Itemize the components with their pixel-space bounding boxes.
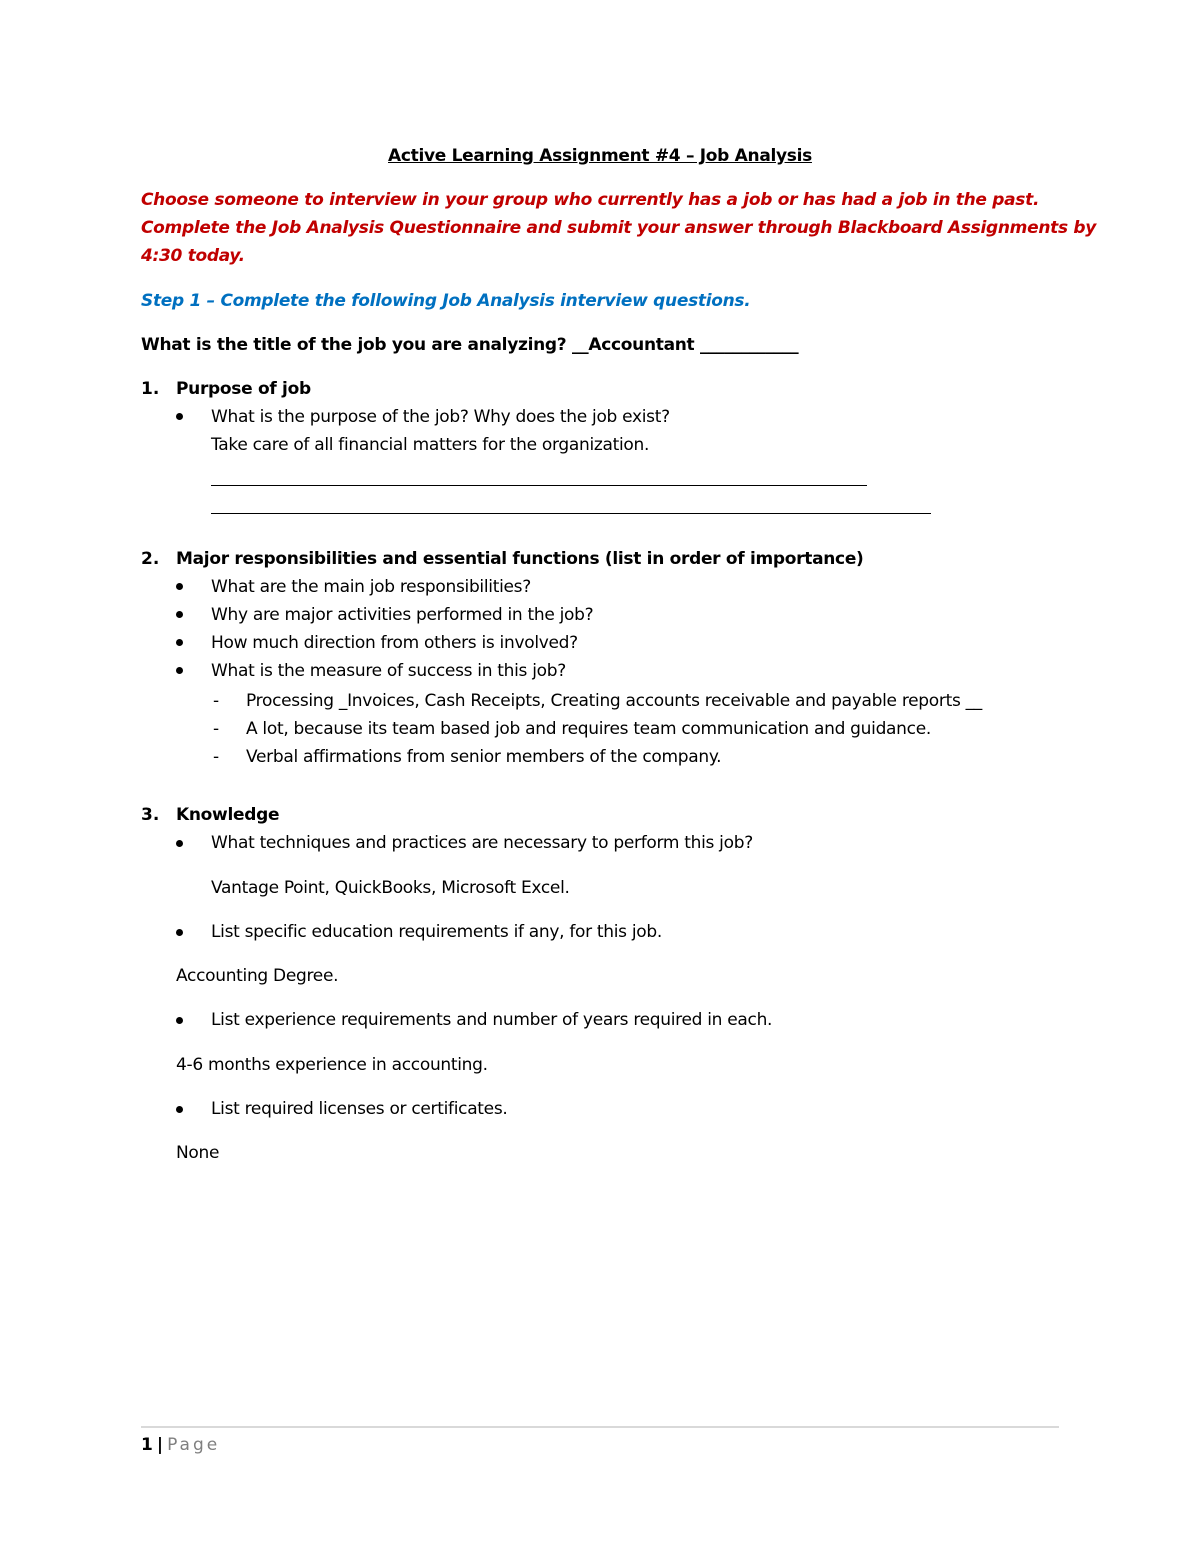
section-3-number: 3.: [141, 805, 160, 825]
bullet-icon: [176, 1017, 183, 1024]
section-2-answer: Verbal affirmations from senior members of the company.: [246, 747, 722, 767]
instruction-line-3: 4:30 today.: [141, 246, 245, 266]
section-3-question: List required licenses or certificates.: [211, 1099, 508, 1119]
bullet-icon: [176, 667, 183, 674]
bullet-icon: [176, 1106, 183, 1113]
bullet-icon: [176, 840, 183, 847]
section-3-question: List specific education requirements if any, for this job.: [211, 922, 662, 942]
section-3-answer: 4-6 months experience in accounting.: [176, 1055, 488, 1075]
section-1-heading: Purpose of job: [176, 379, 311, 399]
page-number: 1: [141, 1435, 153, 1455]
page-footer: [141, 1433, 220, 1457]
instruction-line-2: Complete the Job Analysis Questionnaire and submit your answer through Blackboard Assignments by: [141, 218, 1097, 238]
section-3-answer: Accounting Degree.: [176, 966, 339, 986]
page-word: Page: [167, 1435, 221, 1455]
bullet-icon: [176, 639, 183, 646]
section-1-number: 1.: [141, 379, 160, 399]
answer-blank-line: [211, 513, 931, 514]
section-2-heading: Major responsibilities and essential functions (list in order of importance): [176, 549, 864, 569]
bullet-icon: [176, 413, 183, 420]
section-3-question: What techniques and practices are necessary to perform this job?: [211, 833, 753, 853]
section-2-question: Why are major activities performed in the job?: [211, 605, 594, 625]
step-1-heading: Step 1 – Complete the following Job Analysis interview questions.: [141, 291, 751, 311]
answer-blank-line: [211, 485, 867, 486]
section-1-question: What is the purpose of the job? Why does the job exist?: [211, 407, 670, 427]
bullet-icon: [176, 583, 183, 590]
dash-marker: -: [213, 719, 220, 739]
instruction-line-1: Choose someone to interview in your group who currently has a job or has had a job in the past.: [141, 190, 1040, 210]
section-3-heading: Knowledge: [176, 805, 280, 825]
bullet-icon: [176, 929, 183, 936]
section-2-answer: A lot, because its team based job and requires team communication and guidance.: [246, 719, 931, 739]
page-title: Active Learning Assignment #4 – Job Analysis: [388, 146, 812, 166]
section-1-answer: Take care of all financial matters for the organization.: [211, 435, 650, 455]
section-2-answer: Processing _Invoices, Cash Receipts, Creating accounts receivable and payable reports __: [246, 691, 983, 711]
section-2-question: What is the measure of success in this job?: [211, 661, 566, 681]
section-2-question: How much direction from others is involved?: [211, 633, 578, 653]
section-2-number: 2.: [141, 549, 160, 569]
dash-marker: -: [213, 691, 220, 711]
section-3-answer: Vantage Point, QuickBooks, Microsoft Excel.: [211, 878, 570, 898]
section-3-question: List experience requirements and number of years required in each.: [211, 1010, 773, 1030]
section-2-question: What are the main job responsibilities?: [211, 577, 531, 597]
bullet-icon: [176, 611, 183, 618]
job-title-question: What is the title of the job you are analyzing? __Accountant ____________: [141, 335, 799, 355]
dash-marker: -: [213, 747, 220, 767]
footer-separator: |: [156, 1435, 164, 1455]
footer-divider: [141, 1426, 1059, 1428]
section-3-answer: None: [176, 1143, 220, 1163]
